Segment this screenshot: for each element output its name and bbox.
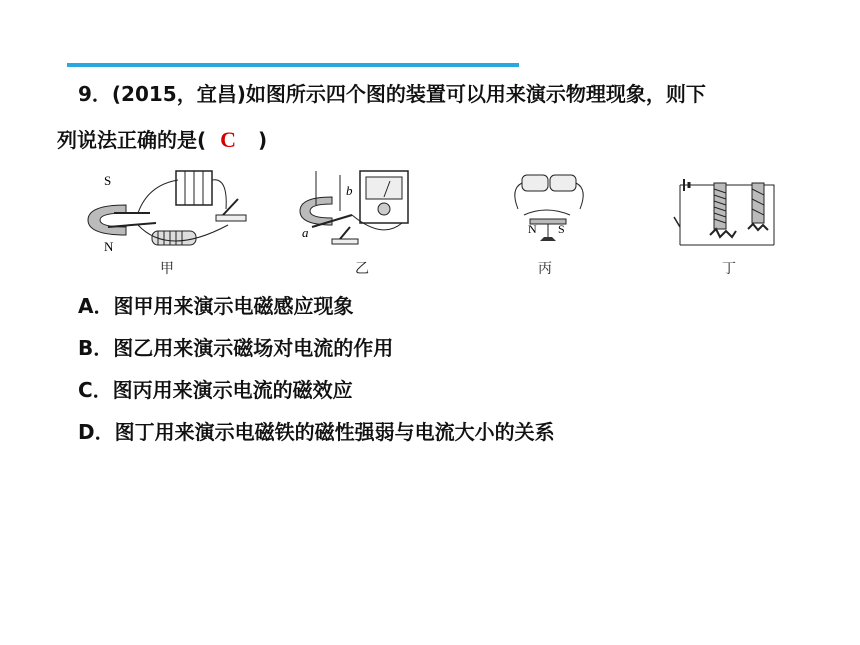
figure-yi-apparatus: [292, 165, 422, 260]
option-b: B．图乙用来演示磁场对电流的作用: [78, 336, 394, 360]
label-jia-n: N: [104, 239, 114, 254]
caption-bing: 丙: [538, 261, 552, 277]
figure-bing-apparatus: [508, 165, 598, 260]
top-accent-bar: [67, 63, 519, 67]
label-bing-s: S: [558, 222, 565, 236]
question-line-1: 9．(2015，宜昌)如图所示四个图的装置可以用来演示物理现象，则下: [78, 82, 706, 106]
option-a: A．图甲用来演示电磁感应现象: [78, 294, 354, 318]
label-bing-n: N: [528, 222, 537, 236]
question-prefix: 列说法正确的是(: [57, 128, 207, 152]
answer-mark: C: [220, 127, 237, 152]
question-suffix: ): [258, 128, 268, 152]
caption-yi: 乙: [355, 261, 369, 277]
caption-ding: 丁: [722, 261, 736, 277]
option-c: C．图丙用来演示电流的磁效应: [78, 378, 353, 402]
question-line-2: [57, 126, 267, 154]
label-yi-b: b: [346, 183, 353, 198]
label-yi-a: a: [302, 225, 309, 240]
figure-ding-apparatus: [670, 165, 790, 260]
label-jia-s: S: [104, 173, 112, 188]
figure-jia-apparatus: [78, 165, 258, 260]
option-d: D．图丁用来演示电磁铁的磁性强弱与电流大小的关系: [78, 420, 555, 444]
caption-jia: 甲: [160, 261, 174, 277]
